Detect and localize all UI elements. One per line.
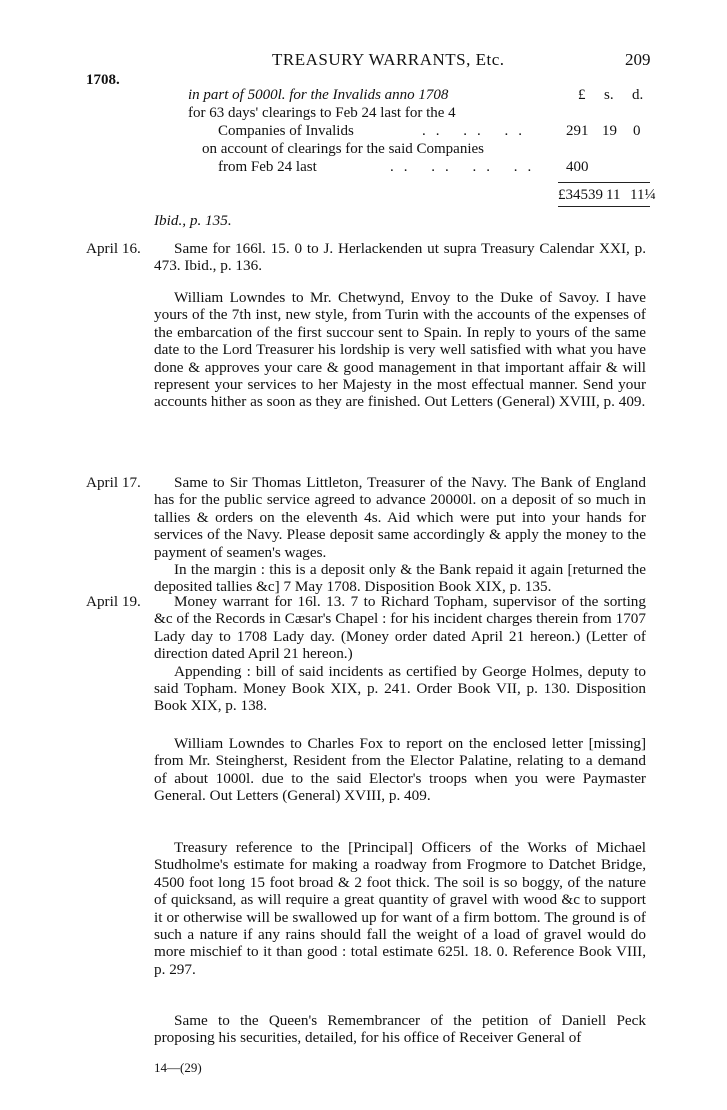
signature-mark: 14—(29) <box>154 1060 202 1075</box>
entry-text: William Lowndes to Mr. Chetwynd, Envoy to the Duke of Savoy. I have yours of the 7th inst, new style, from Turin with the accounts of the expenses of the embarcation of the first succour sent to Spain. In reply to yours of the same date to the Lord Treasurer his lordship is very well satisfied with what you have done & approves your care & good management in that important affair & will represent your services to her Majesty in the most effectual manner. Send your accounts hither as soon as they are finished. Out Letters (General) XVIII, p. 409. <box>154 289 646 411</box>
account-item-row <box>0 104 727 122</box>
total-pounds: £34539 <box>558 187 603 203</box>
item1-shillings: 19 <box>602 123 617 139</box>
entry-note: In the margin : this is a deposit only & the Bank repaid it again [returned the deposited tallies &c] 7 May 1708. Disposition Book XIX, p. 135. <box>154 561 646 596</box>
item2-line-b: from Feb 24 last <box>218 159 317 175</box>
entry-text: Same to the Queen's Remembrancer of the petition of Daniell Peck proposing his securities, detailed, for his office of Receiver General of <box>154 1012 646 1047</box>
leader-dots: .. .. .. <box>422 123 532 139</box>
entry-letter-chetwynd <box>154 289 646 411</box>
currency-shillings: s. <box>604 87 614 103</box>
item2-line-a: on account of clearings for the said Companies <box>202 141 484 157</box>
item1-pence: 0 <box>633 123 641 139</box>
entry-note: Appending : bill of said incidents as certified by George Holmes, deputy to said Topham. Money Book XIX, p. 241. Order Book VII, p. 130. Disposition Book XIX, p. 138. <box>154 662 646 715</box>
entry-reference-works <box>154 839 646 978</box>
item1-pounds: 291 <box>566 123 589 139</box>
entry-remembrancer <box>154 1012 646 1047</box>
account-item-row <box>0 140 727 158</box>
entry-text: Money warrant for 16l. 13. 7 to Richard Topham, supervisor of the sorting &c of the Records in Cæsar's Chapel : for his incident charges therein from 1707 Lady day to 1708 Lady day. (Money order dated April 21 hereon.) (Letter of direction dated April 21 hereon.) <box>154 593 646 663</box>
item1-line-a: for 63 days' clearings to Feb 24 last for the 4 <box>188 105 456 121</box>
entry-text: Same to Sir Thomas Littleton, Treasurer of the Navy. The Bank of England has for the public service agreed to advance 20000l. on a deposit of so much in tallies & orders on the eleventh 4s. Aid which were put into your hands for services of the Navy. Please deposit same accordingly & apply the money to the payment of seamen's wages. <box>154 474 646 561</box>
total-shillings: 11 <box>606 187 621 203</box>
entry-date: April 19. <box>86 593 141 610</box>
currency-pounds: £ <box>578 87 586 103</box>
entry-date: April 17. <box>86 474 141 491</box>
entry-letter-fox <box>154 735 646 805</box>
entry-april-17 <box>86 474 646 596</box>
entry-text: Same for 166l. 15. 0 to J. Herlackenden ut supra Treasury Calendar XXI, p. 473. Ibid., p. 136. <box>154 240 646 275</box>
entry-april-19 <box>86 593 646 715</box>
page-number: 209 <box>625 50 651 69</box>
account-item-row <box>0 122 727 140</box>
entry-date: April 16. <box>86 240 141 257</box>
running-header <box>0 50 727 74</box>
account-total-row <box>0 186 727 204</box>
leader-dots: .. .. .. .. <box>390 159 542 175</box>
total-rule <box>558 182 650 183</box>
entry-text: Treasury reference to the [Principal] Officers of the Works of Michael Studholme's estimate for making a roadway from Frogmore to Datchet Bridge, 4500 foot long 15 foot broad & 2 foot thick. The soil is so boggy, of the nature of quicksand, as will require a great quantity of gravel with wood &c to support it or otherwise will be swallowed up for want of a firm bottom. The ground is of such a nature if any rains should fall the weight of a load of gravel would do more mischief to it than good : total estimate 625l. 18. 0. Reference Book VIII, p. 297. <box>154 839 646 978</box>
account-source: Ibid., p. 135. <box>154 212 232 229</box>
margin-year: 1708. <box>86 72 120 88</box>
item2-pounds: 400 <box>566 159 589 175</box>
running-title: TREASURY WARRANTS, Etc. <box>272 50 505 69</box>
account-heading-row <box>0 86 727 104</box>
account-item-row <box>0 158 727 176</box>
item1-line-b: Companies of Invalids <box>218 123 354 139</box>
currency-pence: d. <box>632 87 644 103</box>
account-heading: in part of 5000l. for the Invalids anno 1708 <box>188 87 449 103</box>
total-pence: 11¼ <box>630 187 656 203</box>
entry-text: William Lowndes to Charles Fox to report on the enclosed letter [missing] from Mr. Steingherst, Resident from the Elector Palatine, relating to a demand of about 1000l. due to the said Elector's troops when you were Paymaster General. Out Letters (General) XVIII, p. 409. <box>154 735 646 805</box>
total-double-rule <box>558 206 650 207</box>
entry-april-16 <box>86 240 646 275</box>
